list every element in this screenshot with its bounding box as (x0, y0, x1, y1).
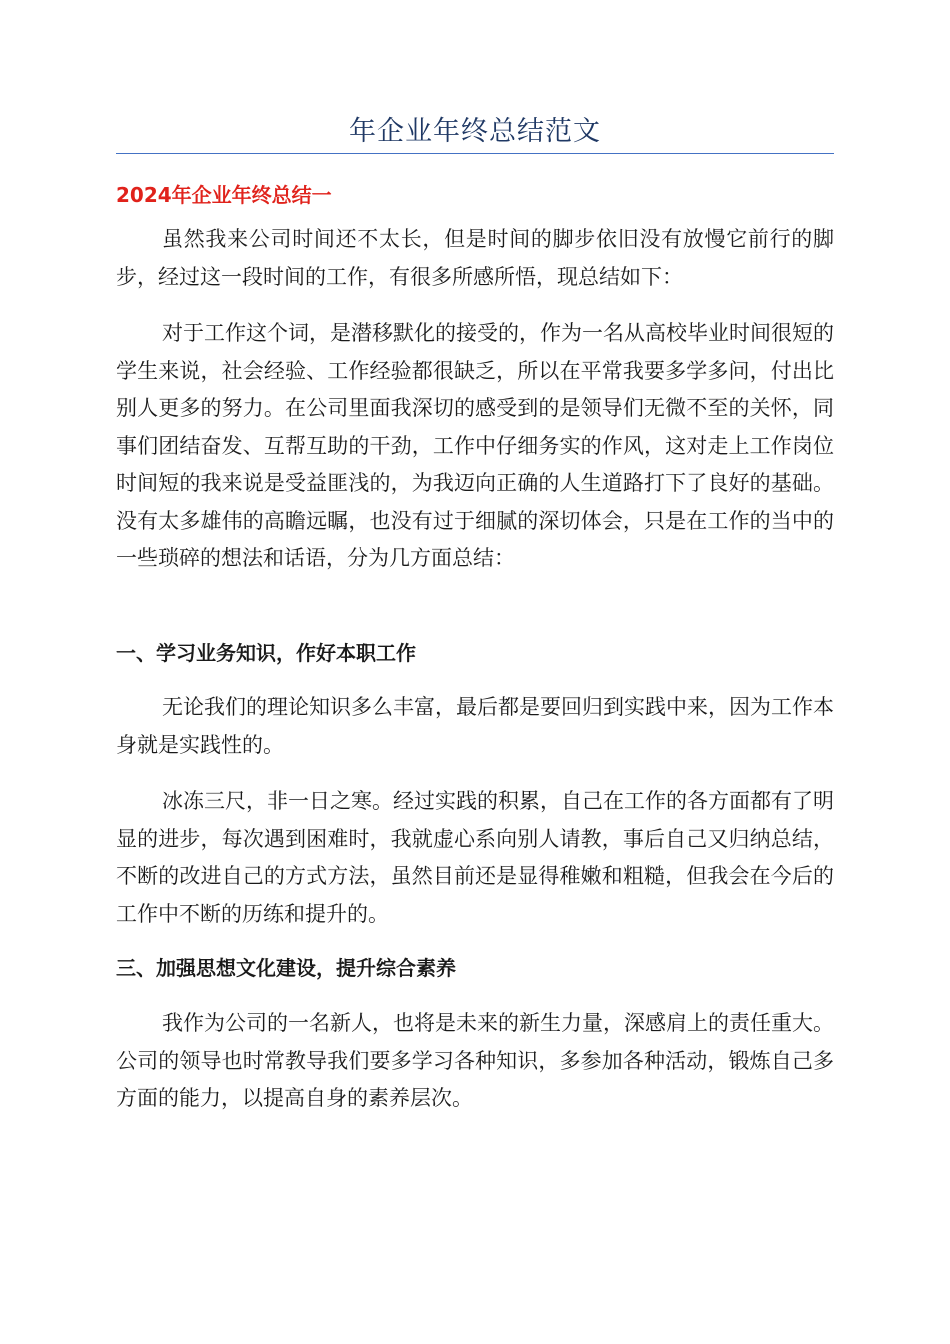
paragraph-theory-practice: 无论我们的理论知识多么丰富，最后都是要回归到实践中来，因为工作本身就是实践性的。 (116, 695, 834, 757)
sub-heading-culture-building: 三、加强思想文化建设，提升综合素养 (116, 956, 456, 980)
paragraph-new-member: 我作为公司的一名新人，也将是未来的新生力量，深感肩上的责任重大。公司的领导也时常教导我们要多学习各种知识，多参加各种活动，锻炼自己多方面的能力，以提高自身的素养层次。 (116, 1011, 834, 1110)
paragraph-intro: 虽然我来公司时间还不太长，但是时间的脚步依旧没有放慢它前行的脚步，经过这一段时间的工作，有很多所感所悟，现总结如下： (116, 227, 834, 289)
document-title: 年企业年终总结范文 (349, 116, 601, 147)
paragraph-accumulation: 冰冻三尺，非一日之寒。经过实践的积累，自己在工作的各方面都有了明显的进步，每次遇到困难时，我就虚心系向别人请教，事后自己又归纳总结，不断的改进自己的方式方法，虽然目前还是显得稚嫩和粗糙，但我会在今后的工作中不断的历练和提升的。 (116, 789, 834, 926)
sub-heading-study-business: 一、学习业务知识，作好本职工作 (116, 641, 416, 665)
title-underline-divider (116, 153, 834, 154)
paragraph-work-reflection: 对于工作这个词，是潜移默化的接受的，作为一名从高校毕业时间很短的学生来说，社会经验、工作经验都很缺乏，所以在平常我要多学多问，付出比别人更多的努力。在公司里面我深切的感受到的是领导们无微不至的关怀，同事们团结奋发、互帮互助的干劲，工作中仔细务实的作风，这对走上工作岗位时间短的我来说是受益匪浅的，为我迈向正确的人生道路打下了良好的基础。没有太多雄伟的高瞻远瞩，也没有过于细腻的深切体会，只是在工作的当中的一些琐碎的想法和话语，分为几方面总结： (116, 321, 834, 570)
section-heading: 2024年企业年终总结一 (116, 183, 332, 207)
